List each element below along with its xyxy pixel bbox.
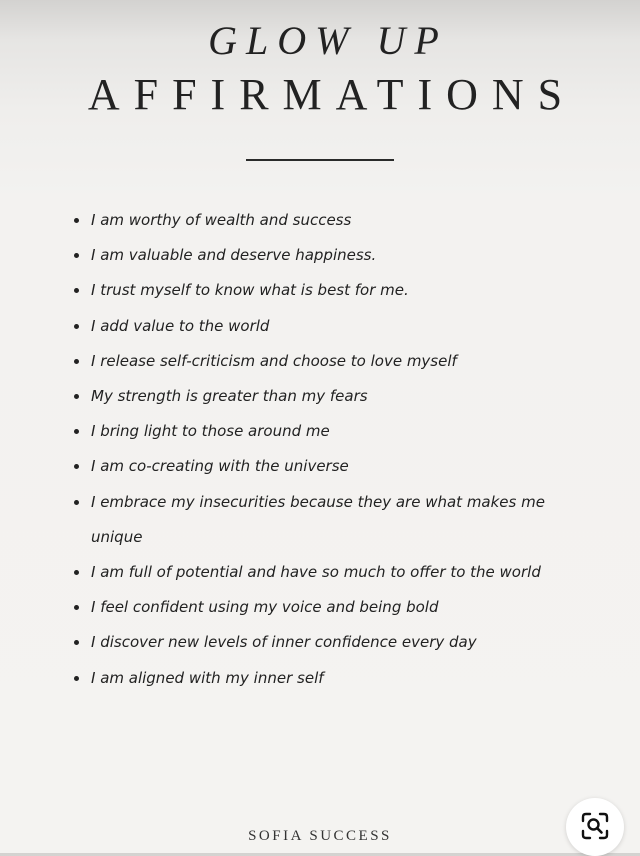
brand-footer: SOFIA SUCCESS — [248, 828, 392, 844]
bullet-icon — [74, 359, 79, 364]
list-item-text: I bring light to those around me — [91, 422, 330, 441]
bullet-icon — [74, 464, 79, 469]
list-item — [72, 661, 592, 696]
list-item-text: I trust myself to know what is best for me. — [91, 281, 409, 300]
list-item — [72, 414, 592, 449]
bullet-icon — [74, 394, 79, 399]
title-line-1: GLOW UP — [208, 18, 448, 63]
visual-search-icon — [581, 812, 609, 840]
list-item — [72, 449, 592, 484]
bullet-icon — [74, 253, 79, 258]
list-item-text: I am worthy of wealth and success — [91, 211, 352, 229]
bullet-icon — [74, 676, 79, 681]
list-item — [72, 309, 592, 344]
list-item — [72, 485, 592, 555]
list-item-text: My strength is greater than my fears — [91, 387, 368, 406]
list-item-text: I am aligned with my inner self — [91, 668, 324, 687]
list-item-text: I feel confident using my voice and being bold — [91, 598, 439, 617]
bullet-icon — [74, 429, 79, 434]
list-item — [72, 590, 592, 625]
bullet-icon — [74, 500, 79, 505]
list-item — [72, 379, 592, 414]
title-divider — [246, 159, 394, 161]
list-item — [72, 273, 592, 308]
list-item — [72, 555, 592, 590]
list-item — [72, 203, 592, 238]
list-item-text: I embrace my insecurities because they are what makes me unique — [91, 492, 545, 546]
bullet-icon — [74, 324, 79, 329]
list-item-text: I discover new levels of inner confidence every day — [91, 633, 477, 652]
list-item-text: I am valuable and deserve happiness. — [91, 246, 377, 265]
bullet-icon — [74, 218, 79, 223]
list-item-text: I am co-creating with the universe — [91, 457, 349, 476]
bullet-icon — [74, 605, 79, 610]
affirmations-list — [72, 203, 592, 696]
list-item — [72, 625, 592, 660]
list-item-text: I add value to the world — [91, 316, 270, 335]
visual-search-button[interactable] — [566, 798, 624, 856]
list-item — [72, 238, 592, 273]
bullet-icon — [74, 570, 79, 575]
bullet-icon — [74, 640, 79, 645]
list-item — [72, 344, 592, 379]
bullet-icon — [74, 288, 79, 293]
title-line-2: AFFIRMATIONS — [87, 70, 577, 119]
list-item-text: I release self-criticism and choose to love myself — [91, 351, 457, 370]
list-item-text: I am full of potential and have so much to offer to the world — [91, 563, 541, 582]
